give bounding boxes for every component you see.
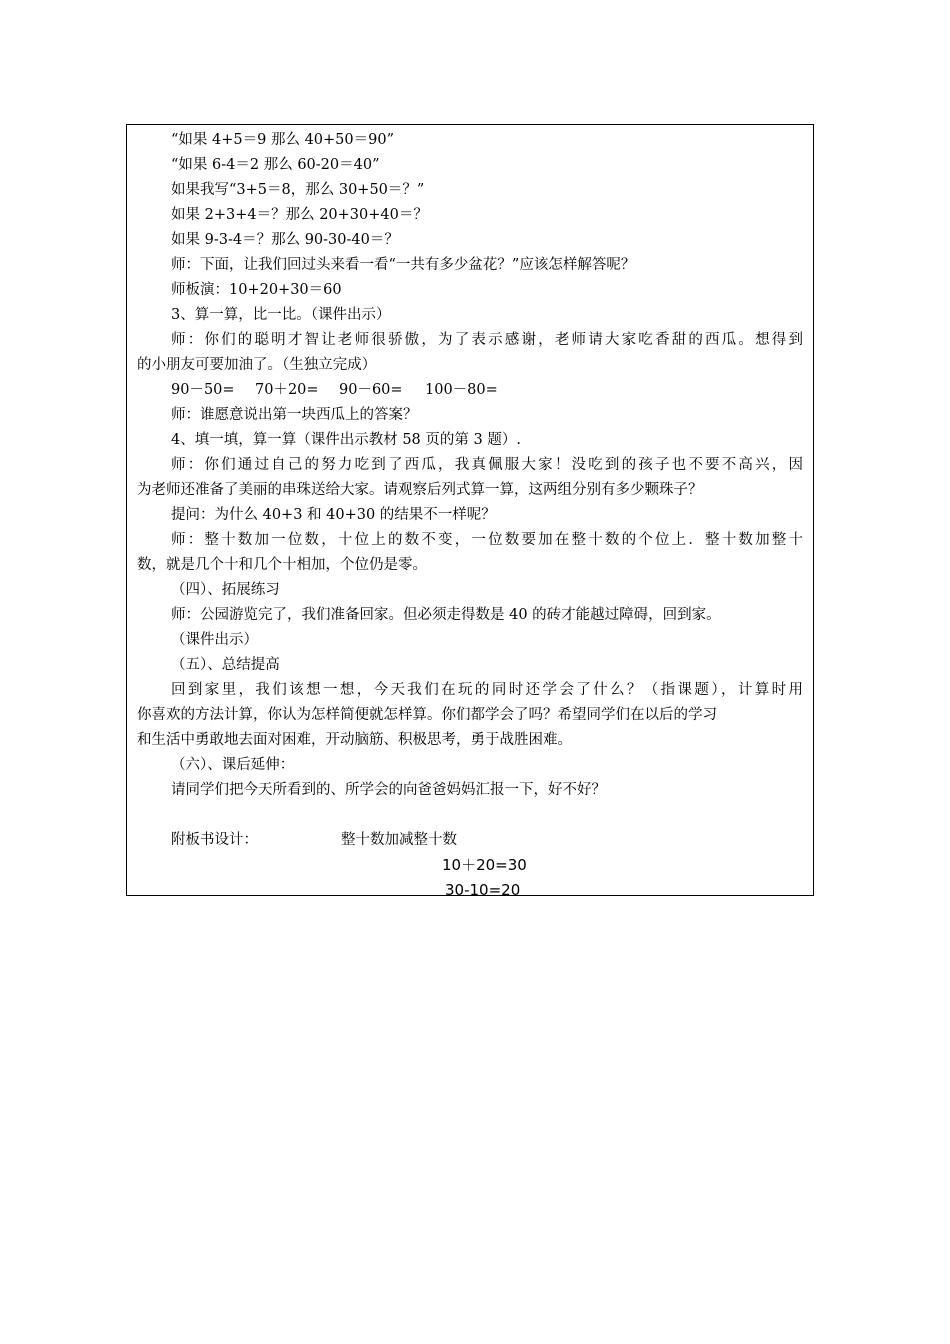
board-equation: 30-10=20: [445, 881, 521, 899]
board-equation: 10＋20=30: [442, 856, 527, 874]
text-line: 数，就是几个十和几个十相加，个位仍是零。: [137, 557, 427, 573]
board-design-label: 附板书设计：: [171, 832, 258, 848]
expression: 70＋20=: [255, 382, 319, 398]
text-line: 师：下面，让我们回过头来看一看“一共有多少盆花？”应该怎样解答呢？: [171, 257, 636, 273]
text-line: （课件出示）: [171, 632, 258, 648]
expression: 90－50=: [171, 382, 235, 398]
text-line: 提问：为什么 40+3 和 40+30 的结果不一样呢？: [171, 507, 496, 523]
text-line: “如果 6-4＝2 那么 60-20＝40”: [171, 157, 380, 173]
text-line: 师：整十数加一位数，十位上的数不变，一位数要加在整十数的个位上．整十数加整十: [171, 532, 803, 548]
text-line: 师：你们通过自己的努力吃到了西瓜，我真佩服大家！没吃到的孩子也不要不高兴，因: [171, 457, 803, 473]
text-line: 为老师还准备了美丽的串珠送给大家。请观察后列式算一算，这两组分别有多少颗珠子？: [137, 482, 703, 498]
text-line: 和生活中勇敢地去面对困难，开动脑筋、积极思考，勇于战胜困难。: [137, 732, 572, 748]
lesson-plan-box: [126, 124, 814, 899]
text-line: 师板演：10+20+30＝60: [171, 282, 342, 298]
text-line: 的小朋友可要加油了。（生独立完成）: [137, 357, 377, 373]
section-heading: 3、算一算，比一比。（课件出示）: [171, 307, 391, 323]
text-line: 你喜欢的方法计算，你认为怎样简便就怎样算。你们都学会了吗？希望同学们在以后的学习: [137, 707, 717, 723]
board-design-row: [137, 828, 803, 853]
section-heading: （六）、课后延伸：: [171, 757, 295, 773]
expression-row: [137, 378, 803, 403]
board-design-title: 整十数加减整十数: [341, 832, 457, 848]
text-line: 如果我写“3+5＝8，那么 30+50＝？”: [171, 182, 425, 198]
text-line: 如果 2+3+4＝？那么 20+30+40＝？: [171, 207, 428, 223]
expression: 90－60=: [339, 382, 403, 398]
text-line: 师：你们的聪明才智让老师很骄傲，为了表示感谢，老师请大家吃香甜的西瓜。想得到: [171, 332, 803, 348]
text-line: 请同学们把今天所看到的、所学会的向爸爸妈妈汇报一下，好不好？: [171, 782, 606, 798]
text-line: 如果 9-3-4＝？那么 90-30-40＝？: [171, 232, 399, 248]
text-line: 师：公园游览完了，我们准备回家。但必须走得数是 40 的砖才能越过障碍，回到家。: [171, 607, 721, 623]
section-heading: （五）、总结提高: [171, 657, 280, 673]
expression: 100－80=: [425, 382, 498, 398]
text-line: 回到家里，我们该想一想，今天我们在玩的同时还学会了什么？（指课题），计算时用: [171, 682, 803, 698]
section-heading: （四）、拓展练习: [171, 582, 280, 598]
blank-line: [137, 803, 803, 828]
text-line: “如果 4+5＝9 那么 40+50＝90”: [171, 132, 394, 148]
section-heading: 4、填一填，算一算（课件出示教材 58 页的第 3 题）.: [171, 432, 521, 448]
text-line: 师：谁愿意说出第一块西瓜上的答案？: [171, 407, 418, 423]
